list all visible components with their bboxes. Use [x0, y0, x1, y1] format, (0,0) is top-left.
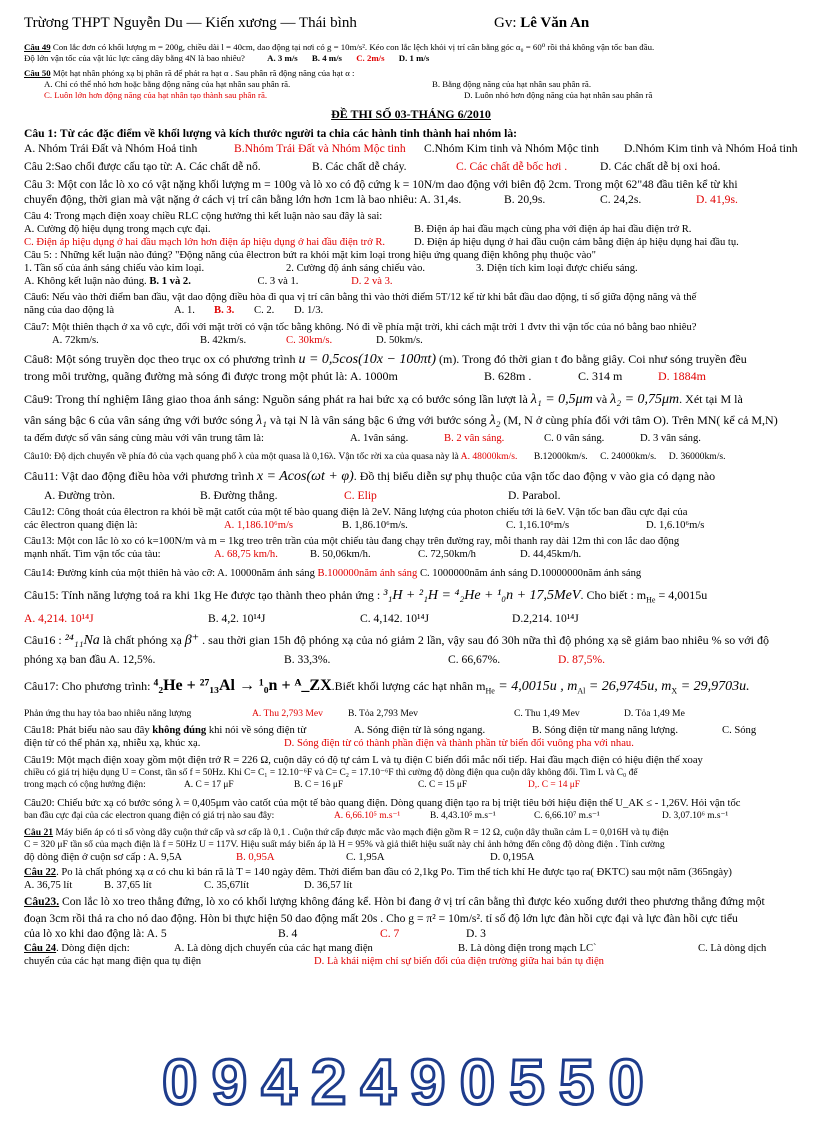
question-label: Câu 24: [24, 942, 57, 954]
question-22-options: [24, 879, 798, 892]
question-17: [24, 676, 798, 701]
option-a: A. Nhóm Trái Đất và Nhóm Hoả tinh: [24, 142, 198, 155]
wavelength-1: λ₁ = 0,5μm: [530, 392, 593, 407]
option-d: D. 1/3.: [294, 305, 324, 316]
subscript: He: [485, 686, 495, 696]
option-b: B. Là dòng điện trong mạch LC`: [458, 942, 597, 954]
question-text: Câu9: Trong thí nghiệm Iâng giao thoa ánh sáng: Nguồn sáng phát ra hai bức xạ có bước sóng lần lượt là: [24, 392, 531, 406]
statement-3: 3. Diện tích kim loại được chiếu sáng.: [476, 263, 638, 274]
question-text: vân sáng bậc 6 của vân sáng ứng với bước sóng: [24, 413, 256, 427]
option-b: B. 33,3%.: [284, 653, 331, 667]
question-12-options: [24, 519, 798, 532]
option-b-answer: B.100000năm ánh sáng: [317, 568, 418, 579]
question-19-options: [24, 779, 798, 792]
mass-value: = 29,9703u.: [677, 679, 750, 695]
question-text: là chất phóng xạ: [99, 633, 185, 648]
option-b: B. 4,43.10⁵ m.s⁻¹: [430, 810, 496, 821]
option-a: A. Chỉ có thể nhỏ hơn hoặc bằng động năng của hạt nhân sau phân rã.: [44, 79, 291, 89]
option-a: A. Cường độ hiệu dụng trong mạch cực đại.: [24, 224, 211, 235]
option-b: B. 50,06km/h.: [310, 549, 371, 560]
question-text: .Biết khối lượng các hạt nhân m: [331, 679, 486, 694]
question-50-cd: [24, 90, 798, 101]
nuclear-reaction: ⁴₂He + ²⁷₁₃Al → ¹₀n + ᴬ_ZX: [153, 677, 332, 695]
question-8-options: [24, 368, 798, 385]
exam-page: [24, 10, 798, 968]
question-18: [24, 724, 798, 737]
option-d: D. 36000km/s.: [668, 451, 726, 462]
option-c-answer: C. Điện áp hiệu dụng ở hai đầu mạch lớn hơn điện áp hiệu dụng ở hai đầu điện trở R.: [24, 237, 386, 248]
question-1-options: [24, 141, 798, 156]
question-text: Con lắc lò xo treo thẳng đứng, lò xo có khối lượng không đáng kể. Hòn bi đang ở vị trí cân bằng thì được kéo xuống dưới theo phương thẳng đứng một: [59, 894, 765, 908]
option-b: B. Đường thẳng.: [200, 489, 278, 502]
question-17-options: [24, 707, 798, 720]
question-8: [24, 351, 798, 368]
option-b: B. 628m .: [484, 369, 532, 383]
option-d: D. Tỏa 1,49 Me: [624, 707, 685, 719]
option-c: C. C = 15 μF: [418, 779, 468, 790]
option-b: B. Các chất dễ cháy.: [312, 160, 407, 173]
option-a: A. 1vân sáng.: [350, 433, 409, 444]
question-text: . Dòng điện dịch:: [56, 942, 130, 954]
question-2: [24, 159, 798, 174]
question-50-ab: [24, 79, 798, 90]
question-text: Câu 2:Sao chổi được cấu tạo từ: A. Các chất dễ nổ.: [24, 160, 261, 173]
question-text: Câu14: Đường kính của một thiên hà vào cỡ: A. 10000năm ánh sáng: [24, 568, 315, 579]
question-text: . Po là chất phóng xạ α có chu kì bán rã là T = 140 ngày đêm. Thời điểm ban đầu có 2,1kg Po. Tìm thể tích khí He được tạo ra( ĐKTC) sau một năm (365ngày): [56, 866, 732, 878]
option-b: B. 20,9s.: [504, 193, 546, 206]
sodium-isotope: ²⁴₁₁Na: [64, 633, 100, 649]
question-text: của lò xo khi dao động là: A. 5: [24, 926, 167, 940]
option-c-answer: C. Elip: [344, 489, 377, 502]
question-10: [24, 450, 798, 463]
question-12: Câu12: Công thoát của êlectron ra khỏi bề mặt catốt của một tế bào quang điện là 2eV. Năng lượng của photon chiếu tới là 6eV. Vận tốc ban đầu cực đại của: [24, 507, 688, 518]
question-text: Một hạt nhân phóng xạ bị phân rã để phát ra hạt α . Sau phân rã động năng của hạt α :: [50, 68, 355, 78]
option-c: C. 24,2s.: [600, 193, 642, 206]
option-a: A. Không kết luận nào đúng.: [24, 276, 147, 287]
question-9-line2: [24, 412, 798, 429]
statement-2: 2. Cường độ ánh sáng chiếu vào.: [286, 263, 426, 274]
question-21-line2: C = 320 μF tần số của mạch điện là f = 50Hz U = 117V. Hiệu suất máy biến áp là H = 95% và giả thiết hiệu suất này chỉ ảnh hởng đến công độ dòng điện . Tính cường: [24, 838, 665, 850]
question-1: Câu 1: Từ các đặc điểm về khối lượng và kích thước người ta chia các hành tinh thành hai nhóm là:: [24, 127, 517, 140]
option-c: C. Là dòng dịch: [698, 942, 767, 954]
option-c: C. 2.: [254, 305, 275, 316]
option-d-answer: D,. C = 14 μF: [528, 779, 580, 790]
option-d: D.Nhóm Kim tinh và Nhóm Hoả tinh: [624, 142, 798, 155]
question-label: Câu 21: [24, 826, 54, 838]
option-a-answer: A. 68,75 km/h.: [214, 549, 278, 560]
question-11-options: [24, 488, 798, 503]
option-b-answer: B. 0,95A: [236, 851, 275, 863]
question-text: Phản ứng thu hay tỏa bao nhiêu năng lượng: [24, 707, 192, 719]
question-emphasis: không đúng: [152, 724, 207, 736]
option-a: A. 3 m/s: [267, 53, 298, 63]
option-b-answer: B.Nhóm Trái Đất và Nhóm Mộc tinh: [234, 142, 406, 155]
subscript: He: [646, 595, 656, 605]
option-c: C. 72,50km/h: [418, 549, 476, 560]
option-d: D.2,214. 10¹⁴J: [512, 612, 579, 626]
question-11: [24, 468, 798, 485]
option-c-answer: C. 30km/s.: [286, 335, 333, 346]
subscript: Al: [577, 686, 586, 696]
teacher-name-value: Lê Văn An: [520, 15, 590, 31]
question-3-options: [24, 192, 798, 207]
option-c-text: điện từ có thể phản xạ, nhiễu xạ, khúc xạ.: [24, 737, 201, 749]
option-d-answer: D. 2 và 3.: [351, 276, 393, 287]
question-20-options: [24, 810, 798, 823]
option-d: D. Điện áp hiệu dụng ở hai đầu cuộn cảm bằng điện áp hiệu dụng hai đầu tụ.: [414, 237, 739, 248]
question-6: Câu6: Nếu vào thời điểm ban đầu, vật dao động điều hòa đi qua vị trí cân bằng thì vào thời điểm 5T/12 kể từ khi bắt đầu dao động, tỉ số giữa động năng và thế: [24, 292, 697, 303]
question-text: ta đếm được số vân sáng cùng màu với vân trung tâm là:: [24, 433, 264, 444]
question-49-options: [24, 53, 798, 64]
question-15: [24, 587, 798, 608]
question-19-line2: chiều có giá trị hiệu dụng U = Const, tần số f = 50Hz. Khi C= C₁ = 12.10⁻⁶F và C= C₂ = 17.10⁻⁶F thì cường độ dòng điện qua cuộn dây không đổi. Tìm L và C₀ để: [24, 767, 638, 778]
question-text: Máy biến áp có tỉ số vòng dây cuộn thứ cấp và sơ cấp là 0,1 . Cuộn thứ cấp được mắc vào mạch điện gồm R = 12 Ω, cuộn dây thuần cảm L = 0,016H và tụ điện: [53, 826, 669, 838]
option-c: C.Nhóm Kim tinh và Nhóm Mộc tinh: [424, 142, 599, 155]
option-c: C. 4,142. 10¹⁴J: [360, 612, 430, 626]
question-text: Câu17: Cho phương trình:: [24, 679, 154, 694]
option-b: B. 37,65 lít: [104, 879, 152, 891]
option-a: A. Sóng điện từ là sóng ngang.: [354, 724, 486, 736]
wavelength-2: λ₂ = 0,75μm: [610, 392, 680, 407]
question-14: [24, 567, 798, 580]
option-d-answer: D. Là khái niệm chỉ sự biến đổi của điện trường giữa hai bản tụ điện: [314, 955, 604, 967]
question-13-options: [24, 548, 798, 561]
option-d: D. 1 m/s: [398, 53, 430, 63]
option-d: D.10000000năm ánh sáng: [530, 568, 642, 579]
option-d: D. 3: [466, 926, 486, 940]
option-b: B. Tỏa 2,793 Mev: [348, 707, 418, 719]
option-c-answer: C. 7: [380, 926, 400, 940]
option-a-answer: A. Thu 2,793 Mev: [252, 707, 323, 719]
question-text: ban đầu cực đại của các electron quang điện có giá trị nào sau đây:: [24, 810, 275, 821]
question-text: và tại N là vân sáng bậc 6 ứng với bước sóng: [266, 413, 490, 427]
question-9-options: [24, 432, 798, 445]
option-b: B. Bằng động năng của hạt nhân sau phân rã.: [432, 79, 592, 89]
question-text: mạnh nhất. Tìm vận tốc của tàu:: [24, 549, 161, 560]
page-header: [24, 10, 798, 32]
question-text: phóng xạ ban đầu A. 12,5%.: [24, 653, 156, 667]
question-text: khi nói về sóng điện từ: [206, 724, 307, 736]
option-b: B. Điện áp hai đầu mạch cùng pha với điện áp hai đầu điện trở R.: [414, 224, 692, 235]
question-22: [24, 866, 798, 879]
wavelength-2: λ₂: [489, 413, 501, 428]
question-23-options: [24, 926, 798, 941]
option-d: D. Parabol.: [508, 489, 561, 502]
option-b: B. 4,2. 10¹⁴J: [208, 612, 266, 626]
question-text: . Đồ thị biểu diễn sự phụ thuộc của vận tốc dao động v vào gia có dạng nào: [353, 469, 716, 483]
option-a: A. C = 17 μF: [184, 779, 234, 790]
question-19: Câu19: Một mạch điện xoay gồm một điện trở R = 226 Ω, cuộn dây có độ tự cảm L và tụ điện C biến đổi mắc nối tiếp. Hai đầu mạch điện có hiệu điện thế xoay: [24, 754, 703, 766]
question-text: Độ lớn vận tốc của vật lúc lực căng dây bằng 4N là bao nhiêu?: [24, 53, 245, 63]
question-7-options: [24, 334, 798, 347]
option-a-answer: A. 6,66.10⁵ m.s⁻¹: [334, 810, 401, 821]
question-label: Câu 49: [24, 42, 51, 52]
question-24: [24, 942, 798, 955]
option-c-answer: C. 2m/s: [356, 53, 385, 63]
option-a: A. 36,75 lít: [24, 879, 73, 891]
question-23: [24, 894, 798, 909]
wave-equation: u = 0,5cos(10x − 100πt): [298, 352, 436, 367]
question-text: năng của dao động là: [24, 305, 115, 316]
question-text: = 4,0015u: [655, 588, 708, 602]
option-b: B. 4: [278, 926, 298, 940]
option-d-answer: D. 87,5%.: [558, 653, 606, 667]
option-b-answer: B. 3.: [214, 305, 235, 316]
option-d: D. Luôn nhỏ hơn động năng của hạt nhân sau phân rã: [464, 90, 653, 100]
question-18-line2: [24, 737, 798, 750]
option-c: C. 3 và 1.: [257, 276, 299, 287]
question-4: Câu 4: Trong mạch điện xoay chiều RLC cộng hưởng thì kết luận nào sau đây là sai:: [24, 211, 383, 222]
question-text: các êlectron quang điện là:: [24, 520, 138, 531]
question-text: Câu11: Vật dao động điều hòa với phương trình: [24, 469, 257, 483]
beta-plus: β⁺: [184, 633, 200, 649]
option-c-text: chuyển của các hạt mang điện qua tụ điện: [24, 955, 202, 967]
question-50: [24, 68, 798, 79]
question-4-cd: [24, 236, 798, 249]
teacher-name: [494, 15, 589, 32]
option-d: D. 50km/s.: [376, 335, 423, 346]
option-a-answer: A. 4,214. 10¹⁴J: [24, 612, 94, 626]
question-text: Câu18: Phát biểu nào sau đây: [24, 724, 153, 736]
question-text: trong môi trường, quãng đường mà sóng đi được trong một phút là: A. 1000m: [24, 369, 398, 383]
option-d: D. Các chất dễ bị oxi hoá.: [600, 160, 721, 173]
option-b: B. 1 và 2.: [149, 276, 191, 287]
option-c: C. 1,16.10⁶m/s: [506, 520, 570, 531]
question-5-options: [24, 275, 798, 288]
question-5-statements: [24, 262, 798, 275]
option-d: D. 1,6.10⁶m/s: [646, 520, 705, 531]
subscript: X: [671, 686, 678, 696]
question-16-options: [24, 652, 798, 667]
question-24-line2: [24, 955, 798, 968]
mass-value: = 4,0015u , m: [494, 679, 578, 695]
option-d-answer: D. 41,9s.: [696, 193, 738, 206]
option-d: D. 3,07.10⁶ m.s⁻¹: [662, 810, 729, 821]
option-a: A. Đường tròn.: [44, 489, 116, 502]
question-21: [24, 827, 798, 839]
option-c: C. Sóng: [722, 724, 757, 736]
option-c: C. 66,67%.: [448, 653, 501, 667]
question-text: chuyển động, thời gian mà vật nặng ở cách vị trí cân bằng lớn hơn 1cm là bao nhiêu: A. 31,4s.: [24, 193, 462, 206]
option-b: B. C = 16 μF: [294, 779, 344, 790]
question-label: Câu 22: [24, 866, 57, 878]
question-7: Câu7: Một thiên thạch ở xa vô cực, đối với mặt trời có vận tốc bằng không. Nó đi về phía mặt trời, khi cách mặt trời 1 đvtv thì vận tốc của nó bằng bao nhiêu?: [24, 322, 697, 333]
option-c: C. 1000000năm ánh sáng: [419, 568, 528, 579]
option-c-answer: C. Các chất dễ bốc hơi .: [456, 160, 568, 173]
question-3: Câu 3: Một con lắc lò xo có vật nặng khối lượng m = 100g và lò xo có độ cứng k = 10N/m dao động với biên độ 2cm. Trong một 62"48 đầu tiên kể từ khi: [24, 178, 738, 191]
option-c: C. 0 vân sáng.: [544, 433, 605, 444]
teacher-prefix: Gv:: [494, 15, 521, 31]
phone-watermark: [20, 1052, 800, 1116]
option-d: D. 3 vân sáng.: [640, 433, 701, 444]
option-a-answer: A. 1,186.10⁶m/s: [224, 520, 294, 531]
question-text: Câu15: Tính năng lượng toả ra khi 1kg He được tạo thành theo phản ứng :: [24, 588, 384, 602]
question-15-options: [24, 611, 798, 626]
question-9: [24, 391, 798, 408]
question-text: trong mạch có cộng hưởng điện:: [24, 779, 146, 790]
question-4-ab: [24, 223, 798, 236]
question-23-line2: đoạn 3cm rồi thả ra cho nó dao động. Hòn bi thực hiện 50 dao động mất 20s . Cho g = π² = 10m/s². tỉ số độ lớn lực đàn hồi cực đại và lực đàn hồi cực tiểu: [24, 911, 738, 925]
question-20: Câu20: Chiếu bức xạ có bước sóng λ = 0,405μm vào catốt của một tế bào quang điện. Dòng quang điện tạo ra bị triệt tiêu bởi hiệu điện thế U_AK ≤ - 1,26V. Hỏi vận tốc: [24, 797, 741, 809]
option-c-answer: C. Luôn lớn hơn động năng của hạt nhân tạo thành sau phân rã.: [44, 90, 268, 100]
option-b: B. 4 m/s: [311, 53, 342, 63]
question-49: [24, 42, 798, 53]
question-text: Câu16 :: [24, 633, 65, 648]
option-a: A. Là dòng dịch chuyển của các hạt mang điện: [174, 942, 373, 954]
option-d: D. 36,57 lít: [304, 879, 353, 891]
option-c: C. 35,67lít: [204, 879, 250, 891]
option-b-answer: B. 2 vân sáng.: [444, 433, 505, 444]
wavelength-1: λ₁: [255, 413, 267, 428]
option-c: C. 24000km/s.: [600, 451, 657, 462]
question-5: Câu 5: : Những kết luận nào đúng? "Động năng của êlectron bứt ra khỏi mặt kim loại trong hiệu ứng quang điện không phụ thuộc vào": [24, 250, 596, 261]
phone-number-text: 0942490550: [162, 1052, 658, 1116]
option-d: D. 0,195A: [490, 851, 535, 863]
question-text: và: [592, 392, 611, 406]
question-21-options: [24, 851, 798, 864]
option-c: C. 6,66.10⁷ m.s⁻¹: [534, 810, 600, 821]
mass-value: = 26,9745u, m: [585, 679, 672, 695]
option-a: A. 72km/s.: [52, 335, 99, 346]
statement-1: 1. Tần số của ánh sáng chiếu vào kim loại.: [24, 263, 205, 274]
question-text: Câu10: Độ dịch chuyển về phía đỏ của vạch quang phổ λ của một quasa là 0,16λ. Vận tốc rời xa của quasa này là: [24, 451, 459, 462]
oscillation-equation: x = Acos(ωt + φ): [256, 469, 354, 484]
question-text: . Cho biết : m: [580, 588, 647, 602]
question-label: Câu23.: [24, 894, 60, 908]
school-name: Trừơng THPT Nguyễn Du — Kiến xương — Thái bình: [24, 15, 357, 31]
option-c: C. Thu 1,49 Mev: [514, 707, 580, 719]
question-text: (M, N ở cùng phía đối với tâm O). Trên MN( kể cả M,N): [500, 413, 778, 427]
option-d-answer: D. Sóng điện từ có thành phần điện và thành phần từ biến đổi vuông pha với nhau.: [284, 737, 634, 749]
question-6-options: [24, 304, 798, 317]
option-c: C. 314 m: [578, 369, 623, 383]
question-text: (m). Trong đó thời gian t đo bằng giây. Coi như sóng truyền đều: [435, 352, 747, 366]
question-label: Câu 50: [24, 68, 51, 78]
option-d-answer: D. 1884m: [658, 369, 706, 383]
option-c: C. 1,95A: [346, 851, 385, 863]
fusion-reaction: ³₁H + ²₁H = ⁴₂He + ¹₀n + 17,5MeV: [383, 588, 581, 603]
option-a-answer: A. 48000km/s.: [460, 451, 518, 462]
question-text: độ dòng điện ở cuộn sơ cấp : A. 9,5A: [24, 851, 183, 863]
option-b: B. 42km/s.: [200, 335, 247, 346]
question-13: Câu13: Một con lắc lò xo có k=100N/m và m = 1kg treo trên trần của một chiếu tàu đang chạy trên đường ray, mỗi thanh ray dài 12m thì con lắc dao động: [24, 536, 680, 547]
question-text: Con lắc đơn có khối lượng m = 200g, chiều dài l = 40cm, dao động tại nơi có g = 10m/s². Kéo con lắc lệch khỏi vị trí cân bằng góc α₀ = 60⁰ rồi thả không vận tốc ban đầu.: [50, 42, 655, 52]
option-d: D. 44,45km/h.: [520, 549, 582, 560]
question-text: Câu8: Một sóng truyền dọc theo trục ox có phương trình: [24, 352, 299, 366]
option-b: B.12000km/s.: [533, 451, 588, 462]
exam-title: ĐỀ THI SỐ 03-THÁNG 6/2010: [331, 107, 491, 121]
question-16: [24, 632, 798, 649]
option-b: B. 1,86.10⁶m/s.: [342, 520, 408, 531]
question-text: . sau thời gian 15h độ phóng xạ của nó giảm 2 lần, vậy sau đó 30h nữa thì độ phóng xạ sẽ giảm bao nhiêu % so với độ: [199, 633, 769, 648]
question-text: . Xét tại M là: [679, 392, 743, 406]
option-b: B. Sóng điện từ mang năng lượng.: [532, 724, 678, 736]
option-a: A. 1.: [174, 305, 195, 316]
